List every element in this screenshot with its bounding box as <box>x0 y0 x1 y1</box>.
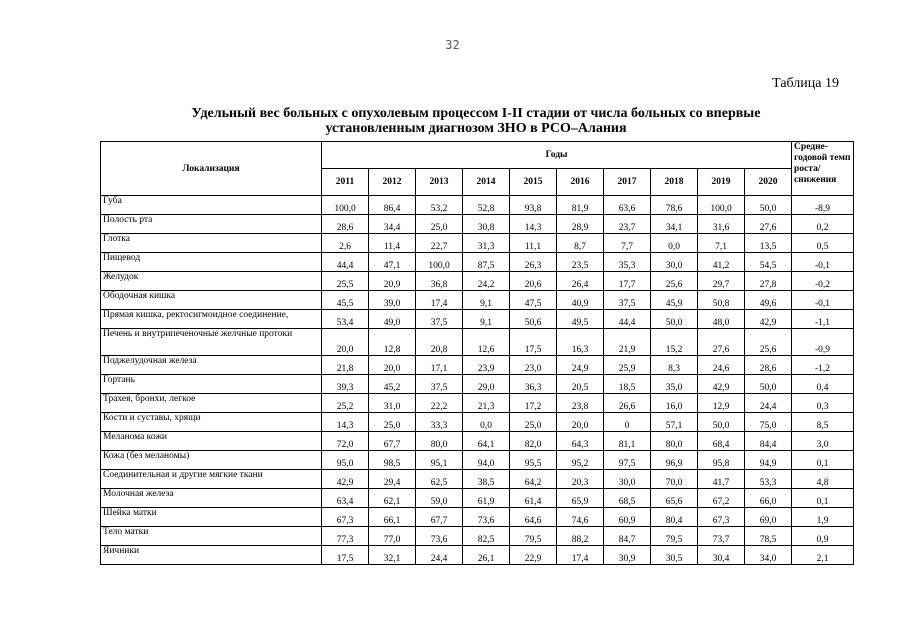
year-header: 2016 <box>557 169 604 196</box>
rate-cell: -1,2 <box>792 356 854 375</box>
value-cell: 38,5 <box>463 470 510 489</box>
value-cell: 26,3 <box>510 253 557 272</box>
value-cell: 73,7 <box>698 527 745 546</box>
value-cell: 95,8 <box>698 451 745 470</box>
value-cell: 8,7 <box>557 234 604 253</box>
value-cell: 29,0 <box>463 375 510 394</box>
value-cell: 67,7 <box>416 508 463 527</box>
localization-cell: Меланома кожи <box>101 432 322 451</box>
value-cell: 47,1 <box>369 253 416 272</box>
table-row <box>101 546 854 565</box>
value-cell: 25,0 <box>369 413 416 432</box>
value-cell: 22,7 <box>416 234 463 253</box>
value-cell: 36,8 <box>416 272 463 291</box>
rate-cell: 0,4 <box>792 375 854 394</box>
value-cell: 14,3 <box>510 215 557 234</box>
table-row <box>101 470 854 489</box>
value-cell: 45,5 <box>322 291 369 310</box>
localization-cell: Ободочная кишка <box>101 291 322 310</box>
value-cell: 49,5 <box>557 310 604 329</box>
value-cell: 36,3 <box>510 375 557 394</box>
value-cell: 77,0 <box>369 527 416 546</box>
value-cell: 69,0 <box>745 508 792 527</box>
table-row <box>101 310 854 329</box>
localization-cell: Кожа (без меланомы) <box>101 451 322 470</box>
value-cell: 18,5 <box>604 375 651 394</box>
value-cell: 33,3 <box>416 413 463 432</box>
value-cell: 67,7 <box>369 432 416 451</box>
value-cell: 16,3 <box>557 329 604 356</box>
rate-cell: 0,1 <box>792 489 854 508</box>
rate-cell: -8,9 <box>792 196 854 215</box>
value-cell: 25,2 <box>322 394 369 413</box>
value-cell: 57,1 <box>651 413 698 432</box>
value-cell: 95,0 <box>322 451 369 470</box>
value-cell: 52,8 <box>463 196 510 215</box>
value-cell: 29,7 <box>698 272 745 291</box>
value-cell: 37,5 <box>416 375 463 394</box>
year-header: 2014 <box>463 169 510 196</box>
value-cell: 100,0 <box>698 196 745 215</box>
value-cell: 67,3 <box>322 508 369 527</box>
value-cell: 17,5 <box>322 546 369 565</box>
rate-cell: 1,9 <box>792 508 854 527</box>
localization-cell: Прямая кишка, ректосигмоидное соединение, <box>101 310 322 329</box>
table-row <box>101 196 854 215</box>
title-line-2: установленным диагнозом ЗНО в РСО–Алания <box>325 121 627 136</box>
value-cell: 23,0 <box>510 356 557 375</box>
value-cell: 29,4 <box>369 470 416 489</box>
rate-cell: 0,5 <box>792 234 854 253</box>
rate-cell: -1,1 <box>792 310 854 329</box>
value-cell: 75,0 <box>745 413 792 432</box>
value-cell: 39,3 <box>322 375 369 394</box>
value-cell: 25,6 <box>651 272 698 291</box>
value-cell: 17,5 <box>510 329 557 356</box>
table-row <box>101 375 854 394</box>
value-cell: 64,1 <box>463 432 510 451</box>
value-cell: 80,0 <box>651 432 698 451</box>
value-cell: 49,6 <box>745 291 792 310</box>
table-row <box>101 234 854 253</box>
table-row <box>101 432 854 451</box>
localization-cell: Шейка матки <box>101 508 322 527</box>
value-cell: 0,0 <box>651 234 698 253</box>
localization-cell: Печень и внутрипеченочные желчные протоки <box>101 329 322 356</box>
value-cell: 20,6 <box>510 272 557 291</box>
year-header: 2017 <box>604 169 651 196</box>
value-cell: 2,6 <box>322 234 369 253</box>
value-cell: 28,9 <box>557 215 604 234</box>
value-cell: 50,6 <box>510 310 557 329</box>
value-cell: 23,5 <box>557 253 604 272</box>
value-cell: 61,4 <box>510 489 557 508</box>
header-localization: Локализация <box>101 142 322 196</box>
table-row <box>101 451 854 470</box>
value-cell: 34,4 <box>369 215 416 234</box>
value-cell: 17,1 <box>416 356 463 375</box>
value-cell: 65,6 <box>651 489 698 508</box>
value-cell: 44,4 <box>604 310 651 329</box>
value-cell: 65,9 <box>557 489 604 508</box>
value-cell: 26,1 <box>463 546 510 565</box>
value-cell: 100,0 <box>322 196 369 215</box>
localization-cell: Тело матки <box>101 527 322 546</box>
table-row <box>101 215 854 234</box>
table-row <box>101 394 854 413</box>
table-row <box>101 253 854 272</box>
value-cell: 97,5 <box>604 451 651 470</box>
value-cell: 63,6 <box>604 196 651 215</box>
year-header: 2015 <box>510 169 557 196</box>
rate-cell: 2,1 <box>792 546 854 565</box>
value-cell: 61,9 <box>463 489 510 508</box>
value-cell: 12,6 <box>463 329 510 356</box>
value-cell: 41,2 <box>698 253 745 272</box>
value-cell: 59,0 <box>416 489 463 508</box>
value-cell: 63,4 <box>322 489 369 508</box>
value-cell: 25,5 <box>322 272 369 291</box>
localization-cell: Соединительная и другие мягкие ткани <box>101 470 322 489</box>
title-line-1: Удельный вес больных с опухолевым процессом I-II стадии от числа больных со впервые <box>191 106 761 121</box>
page-number: 32 <box>445 38 460 52</box>
value-cell: 26,4 <box>557 272 604 291</box>
value-cell: 82,5 <box>463 527 510 546</box>
value-cell: 84,4 <box>745 432 792 451</box>
value-cell: 79,5 <box>651 527 698 546</box>
value-cell: 98,5 <box>369 451 416 470</box>
value-cell: 27,8 <box>745 272 792 291</box>
value-cell: 50,0 <box>745 196 792 215</box>
localization-cell: Яичники <box>101 546 322 565</box>
localization-cell: Молочная железа <box>101 489 322 508</box>
value-cell: 23,8 <box>557 394 604 413</box>
value-cell: 26,6 <box>604 394 651 413</box>
value-cell: 53,2 <box>416 196 463 215</box>
year-header: 2019 <box>698 169 745 196</box>
value-cell: 7,7 <box>604 234 651 253</box>
value-cell: 28,6 <box>745 356 792 375</box>
value-cell: 21,8 <box>322 356 369 375</box>
value-cell: 35,3 <box>604 253 651 272</box>
value-cell: 30,5 <box>651 546 698 565</box>
value-cell: 25,0 <box>510 413 557 432</box>
rate-cell: 3,0 <box>792 432 854 451</box>
value-cell: 94,9 <box>745 451 792 470</box>
table-row <box>101 329 854 356</box>
value-cell: 21,9 <box>604 329 651 356</box>
value-cell: 37,5 <box>416 310 463 329</box>
value-cell: 53,4 <box>322 310 369 329</box>
year-header: 2018 <box>651 169 698 196</box>
value-cell: 31,0 <box>369 394 416 413</box>
rate-cell: -0,1 <box>792 291 854 310</box>
value-cell: 20,9 <box>369 272 416 291</box>
value-cell: 53,3 <box>745 470 792 489</box>
value-cell: 45,9 <box>651 291 698 310</box>
value-cell: 66,0 <box>745 489 792 508</box>
value-cell: 50,0 <box>698 413 745 432</box>
value-cell: 37,5 <box>604 291 651 310</box>
value-cell: 13,5 <box>745 234 792 253</box>
value-cell: 17,4 <box>416 291 463 310</box>
value-cell: 62,5 <box>416 470 463 489</box>
value-cell: 12,8 <box>369 329 416 356</box>
value-cell: 80,0 <box>416 432 463 451</box>
data-table <box>100 141 854 565</box>
value-cell: 31,6 <box>698 215 745 234</box>
value-cell: 21,3 <box>463 394 510 413</box>
value-cell: 41,7 <box>698 470 745 489</box>
value-cell: 30,9 <box>604 546 651 565</box>
value-cell: 34,1 <box>651 215 698 234</box>
rate-cell: 0,9 <box>792 527 854 546</box>
value-cell: 68,5 <box>604 489 651 508</box>
value-cell: 8,3 <box>651 356 698 375</box>
value-cell: 24,4 <box>745 394 792 413</box>
value-cell: 42,9 <box>745 310 792 329</box>
table-row <box>101 413 854 432</box>
value-cell: 95,5 <box>510 451 557 470</box>
value-cell: 67,3 <box>698 508 745 527</box>
value-cell: 49,0 <box>369 310 416 329</box>
value-cell: 27,6 <box>698 329 745 356</box>
value-cell: 11,4 <box>369 234 416 253</box>
table-row <box>101 291 854 310</box>
value-cell: 79,5 <box>510 527 557 546</box>
localization-cell: Губа <box>101 196 322 215</box>
value-cell: 88,2 <box>557 527 604 546</box>
value-cell: 73,6 <box>463 508 510 527</box>
value-cell: 77,3 <box>322 527 369 546</box>
value-cell: 25,6 <box>745 329 792 356</box>
value-cell: 82,0 <box>510 432 557 451</box>
value-cell: 47,5 <box>510 291 557 310</box>
rate-cell: 0,2 <box>792 215 854 234</box>
value-cell: 30,8 <box>463 215 510 234</box>
value-cell: 93,8 <box>510 196 557 215</box>
value-cell: 20,0 <box>557 413 604 432</box>
table-body <box>101 196 854 565</box>
value-cell: 0,0 <box>463 413 510 432</box>
value-cell: 94,0 <box>463 451 510 470</box>
value-cell: 17,4 <box>557 546 604 565</box>
value-cell: 86,4 <box>369 196 416 215</box>
value-cell: 20,8 <box>416 329 463 356</box>
value-cell: 0 <box>604 413 651 432</box>
value-cell: 74,6 <box>557 508 604 527</box>
value-cell: 25,9 <box>604 356 651 375</box>
value-cell: 78,6 <box>651 196 698 215</box>
header-years: Годы <box>322 142 792 169</box>
value-cell: 7,1 <box>698 234 745 253</box>
value-cell: 48,0 <box>698 310 745 329</box>
value-cell: 40,9 <box>557 291 604 310</box>
value-cell: 22,2 <box>416 394 463 413</box>
localization-cell: Трахея, бронхи, легкое <box>101 394 322 413</box>
rate-cell: -0,2 <box>792 272 854 291</box>
value-cell: 23,7 <box>604 215 651 234</box>
value-cell: 35,0 <box>651 375 698 394</box>
value-cell: 70,0 <box>651 470 698 489</box>
value-cell: 11,1 <box>510 234 557 253</box>
value-cell: 24,2 <box>463 272 510 291</box>
value-cell: 17,7 <box>604 272 651 291</box>
value-cell: 32,1 <box>369 546 416 565</box>
localization-cell: Кости и суставы, хрящи <box>101 413 322 432</box>
value-cell: 54,5 <box>745 253 792 272</box>
value-cell: 27,6 <box>745 215 792 234</box>
value-cell: 9,1 <box>463 310 510 329</box>
localization-cell: Гортань <box>101 375 322 394</box>
value-cell: 62,1 <box>369 489 416 508</box>
localization-cell: Пищевод <box>101 253 322 272</box>
localization-cell: Желудок <box>101 272 322 291</box>
value-cell: 20,3 <box>557 470 604 489</box>
value-cell: 84,7 <box>604 527 651 546</box>
value-cell: 78,5 <box>745 527 792 546</box>
value-cell: 24,6 <box>698 356 745 375</box>
localization-cell: Поджелудочная железа <box>101 356 322 375</box>
value-cell: 66,1 <box>369 508 416 527</box>
value-cell: 50,0 <box>651 310 698 329</box>
value-cell: 87,5 <box>463 253 510 272</box>
value-cell: 17,2 <box>510 394 557 413</box>
year-header: 2012 <box>369 169 416 196</box>
year-header: 2011 <box>322 169 369 196</box>
table-row <box>101 489 854 508</box>
value-cell: 20,0 <box>322 329 369 356</box>
table-row <box>101 272 854 291</box>
value-cell: 64,2 <box>510 470 557 489</box>
value-cell: 34,0 <box>745 546 792 565</box>
year-header: 2020 <box>745 169 792 196</box>
localization-cell: Полость рта <box>101 215 322 234</box>
value-cell: 50,8 <box>698 291 745 310</box>
value-cell: 30,4 <box>698 546 745 565</box>
value-cell: 72,0 <box>322 432 369 451</box>
value-cell: 67,2 <box>698 489 745 508</box>
table-row <box>101 508 854 527</box>
value-cell: 42,9 <box>698 375 745 394</box>
value-cell: 23,9 <box>463 356 510 375</box>
rate-cell: 8,5 <box>792 413 854 432</box>
value-cell: 14,3 <box>322 413 369 432</box>
value-cell: 25,0 <box>416 215 463 234</box>
localization-cell: Глотка <box>101 234 322 253</box>
table-title <box>100 106 852 136</box>
value-cell: 39,0 <box>369 291 416 310</box>
value-cell: 28,6 <box>322 215 369 234</box>
value-cell: 81,1 <box>604 432 651 451</box>
value-cell: 42,9 <box>322 470 369 489</box>
value-cell: 30,0 <box>604 470 651 489</box>
value-cell: 100,0 <box>416 253 463 272</box>
rate-cell: 0,3 <box>792 394 854 413</box>
value-cell: 95,1 <box>416 451 463 470</box>
rate-cell: 4,8 <box>792 470 854 489</box>
value-cell: 45,2 <box>369 375 416 394</box>
value-cell: 30,0 <box>651 253 698 272</box>
rate-cell: -0,9 <box>792 329 854 356</box>
value-cell: 24,4 <box>416 546 463 565</box>
value-cell: 64,6 <box>510 508 557 527</box>
value-cell: 31,3 <box>463 234 510 253</box>
value-cell: 15,2 <box>651 329 698 356</box>
value-cell: 80,4 <box>651 508 698 527</box>
value-cell: 24,9 <box>557 356 604 375</box>
value-cell: 44,4 <box>322 253 369 272</box>
value-cell: 68,4 <box>698 432 745 451</box>
value-cell: 95,2 <box>557 451 604 470</box>
table-row <box>101 356 854 375</box>
header-rate: Средне-годовой темп роста/ снижения <box>792 142 854 196</box>
table-row <box>101 527 854 546</box>
value-cell: 20,0 <box>369 356 416 375</box>
value-cell: 73,6 <box>416 527 463 546</box>
value-cell: 9,1 <box>463 291 510 310</box>
value-cell: 64,3 <box>557 432 604 451</box>
value-cell: 81,9 <box>557 196 604 215</box>
year-header: 2013 <box>416 169 463 196</box>
value-cell: 16,0 <box>651 394 698 413</box>
rate-cell: 0,1 <box>792 451 854 470</box>
value-cell: 12,9 <box>698 394 745 413</box>
value-cell: 50,0 <box>745 375 792 394</box>
value-cell: 22,9 <box>510 546 557 565</box>
rate-cell: -0,1 <box>792 253 854 272</box>
table-label: Таблица 19 <box>772 76 839 91</box>
value-cell: 96,9 <box>651 451 698 470</box>
value-cell: 20,5 <box>557 375 604 394</box>
value-cell: 60,9 <box>604 508 651 527</box>
